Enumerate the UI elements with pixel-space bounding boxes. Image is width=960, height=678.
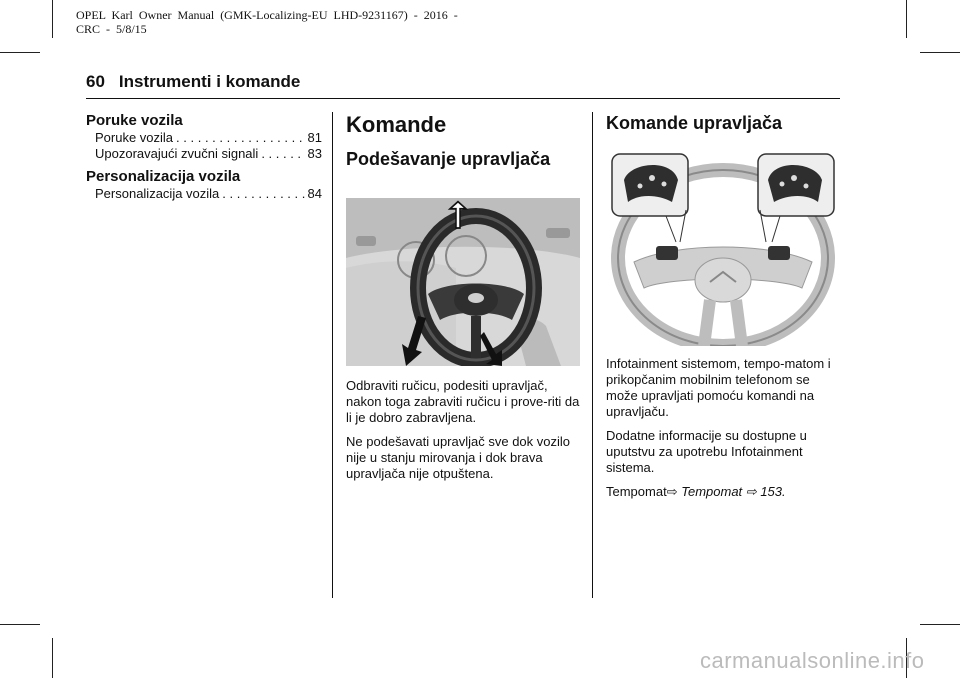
job-info-line2: CRC - 5/8/15: [76, 22, 147, 36]
job-info-line1: OPEL Karl Owner Manual (GMK-Localizing-EU LHD-9231167) - 2016 -: [76, 8, 458, 22]
middle-column: [346, 112, 580, 490]
paragraph: Dodatne informacije su dostupne u uputstvu za upotrebu Infotainment sistema.: [606, 428, 807, 475]
toc-entry[interactable]: [86, 146, 322, 162]
toc-entry-page: 83: [307, 146, 322, 161]
cross-reference: [606, 484, 840, 500]
steering-controls-illustration: [606, 150, 840, 346]
toc-entry-text: Personalizacija vozila: [95, 186, 220, 201]
crop-mark: [920, 52, 960, 53]
watermark: carmanualsonline.info: [700, 648, 925, 673]
toc-entry-text: Upozoravajući zvučni signali: [95, 146, 259, 161]
crop-mark: [52, 0, 53, 38]
crop-mark: [906, 0, 907, 38]
xref-title: Tempomat: [681, 484, 743, 499]
toc-entry[interactable]: [86, 130, 322, 146]
page-number: 60: [86, 72, 105, 91]
toc-list: [86, 130, 322, 162]
right-column: [606, 112, 840, 508]
crop-mark: [0, 52, 40, 53]
xref-page-arrow-icon: ⇨: [745, 484, 757, 499]
crop-mark: [52, 638, 53, 678]
crop-mark: [0, 624, 40, 625]
steering-adjust-illustration: [346, 198, 580, 366]
xref-lead: Tempomat: [606, 484, 667, 499]
toc-entry-page: 81: [307, 130, 322, 145]
toc-entry-text: Poruke vozila: [95, 130, 174, 145]
toc-column: [86, 112, 322, 208]
xref-page: 153.: [760, 484, 786, 499]
page-header: [86, 72, 300, 92]
section-heading: Komande upravljača: [606, 113, 783, 133]
toc-leader: [261, 146, 304, 162]
crop-mark: [920, 624, 960, 625]
paragraph: Odbraviti ručicu, podesiti upravljač, nakon toga zabraviti ručicu i prove-riti da li je dobro zabravljena.: [346, 378, 580, 425]
xref-arrow-icon: ⇨: [666, 484, 678, 499]
section-heading: Komande: [346, 112, 447, 137]
paragraph: Infotainment sistemom, tempo-matom i prikopčanim mobilnim telefonom se može upravljati pomoću komandi na upravljaču.: [606, 356, 831, 419]
page-title: Instrumenti i komande: [118, 72, 301, 91]
toc-entry-page: 84: [307, 186, 322, 201]
toc-entry[interactable]: [86, 186, 322, 202]
header-rule: [86, 98, 840, 99]
column-divider: [592, 112, 593, 598]
subsection-heading: Podešavanje upravljača: [346, 149, 551, 169]
paragraph: Ne podešavati upravljač sve dok vozilo nije u stanju mirovanja i dok brava upravljača nije otpuštena.: [346, 434, 571, 481]
toc-section-title: Poruke vozila: [86, 112, 183, 129]
toc-leader: [222, 186, 304, 202]
toc-leader: [176, 130, 304, 146]
job-info: [76, 8, 458, 36]
toc-section-title: Personalizacija vozila: [86, 168, 241, 185]
column-divider: [332, 112, 333, 598]
xref-link[interactable]: [681, 484, 785, 499]
toc-list: [86, 186, 322, 202]
